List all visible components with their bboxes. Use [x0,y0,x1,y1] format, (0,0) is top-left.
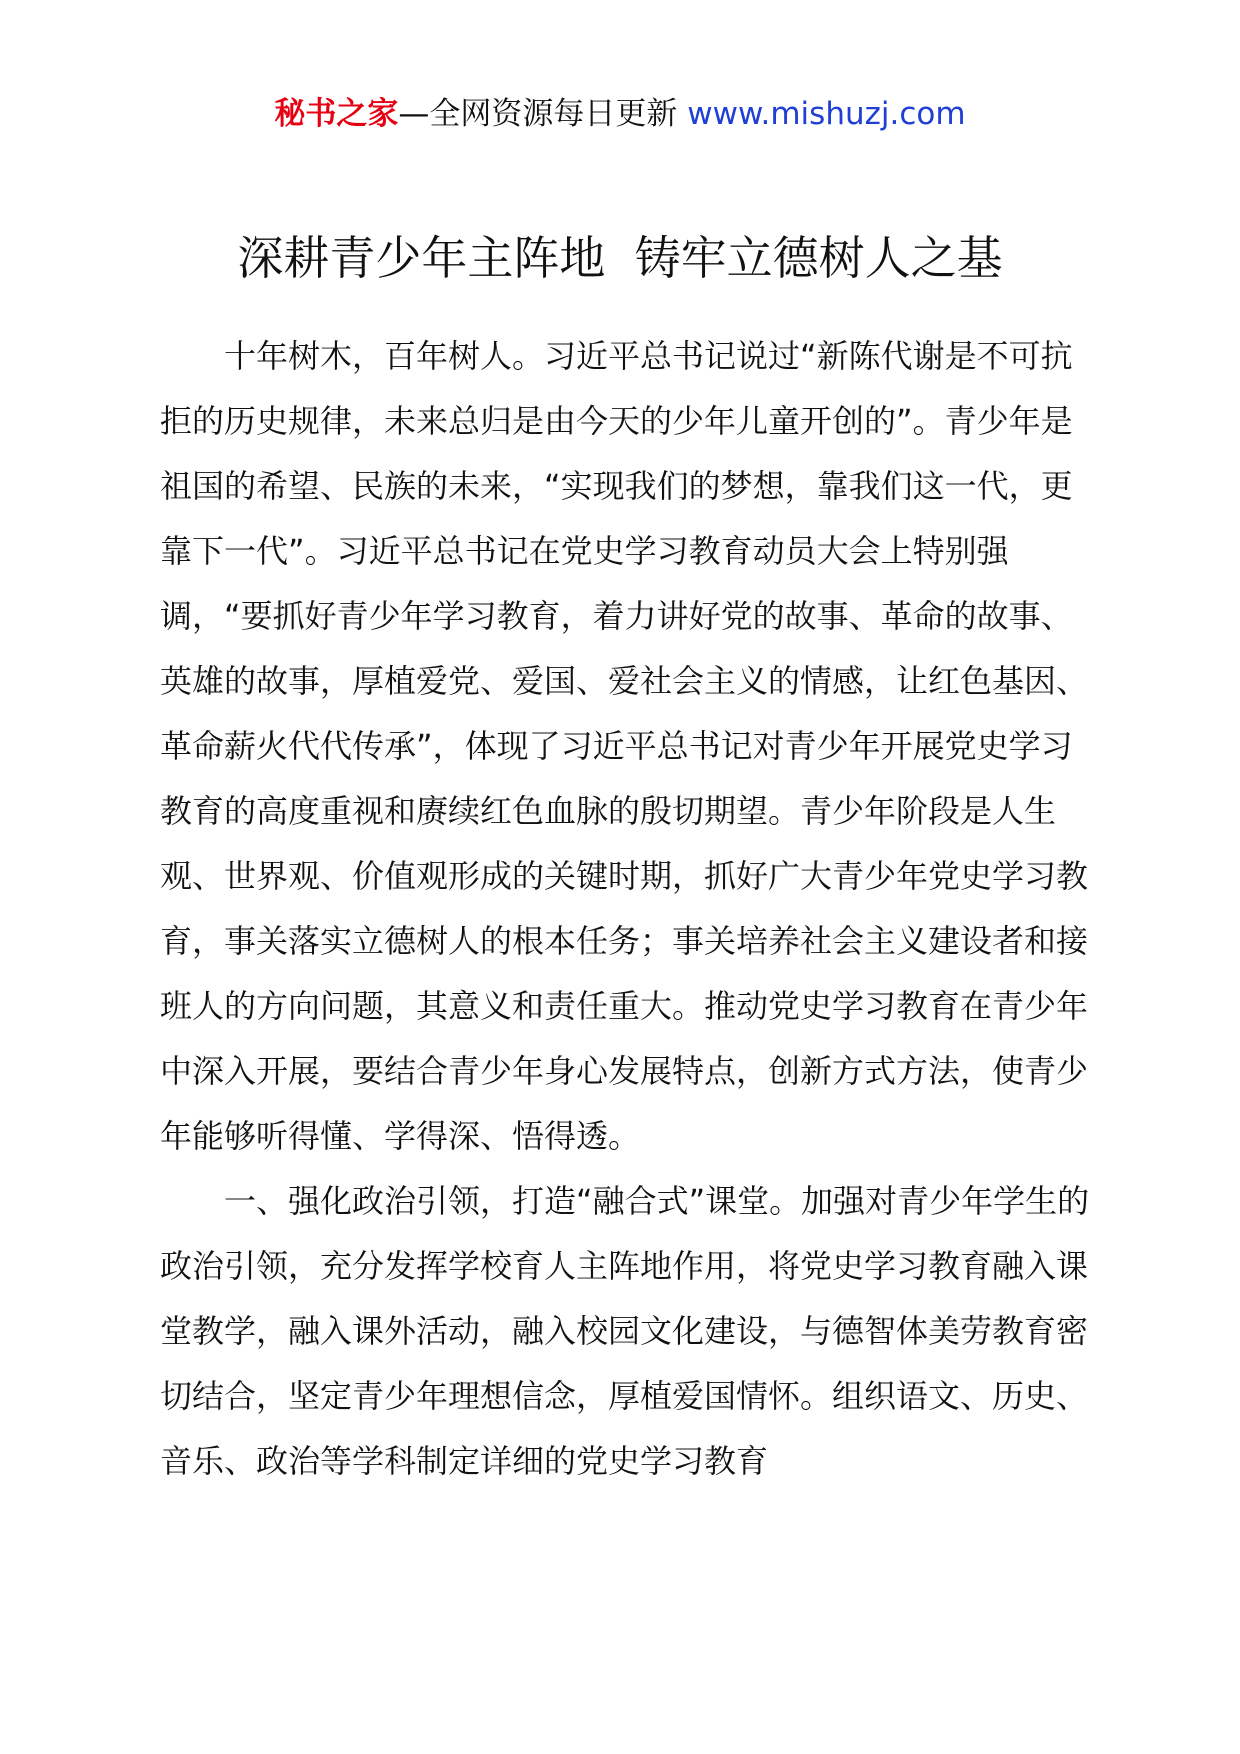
document-title: 深耕青少年主阵地 铸牢立德树人之基 [237,231,1003,285]
paragraph-intro: 十年树木，百年树人。习近平总书记说过“新陈代谢是不可抗拒的历史规律，未来总归是由今天的少年儿童开创的”。青少年是祖国的希望、民族的未来，“实现我们的梦想，靠我们这一代，更靠下一代”。习近平总书记在党史学习教育动员大会上特别强调，“要抓好青少年学习教育，着力讲好党的故事、革命的故事、英雄的故事，厚植爱党、爱国、爱社会主义的情感，让红色基因、革命薪火代代传承”，体现了习近平总书记对青少年开展党史学习教育的高度重视和赓续红色血脉的殷切期望。青少年阶段是人生观、世界观、价值观形成的关键时期，抓好广大青少年党史学习教育，事关落实立德树人的根本任务；事关培养社会主义建设者和接班人的方向问题，其意义和责任重大。推动党史学习教育在青少年中深入开展，要结合青少年身心发展特点，创新方式方法，使青少年能够听得懂、学得深、悟得透。 [160,337,1089,1155]
site-header [0,92,1240,136]
paragraph-section-one: 一、强化政治引领，打造“融合式”课堂。加强对青少年学生的政治引领，充分发挥学校育人主阵地作用，将党史学习教育融入课堂教学，融入课外活动，融入校园文化建设，与德智体美劳教育密切结合，坚定青少年理想信念，厚植爱国情怀。组织语文、历史、音乐、政治等学科制定详细的党史学习教育 [160,1182,1090,1480]
site-url-link[interactable]: www.mishuzj.com [687,96,966,132]
header-tagline: —全网资源每日更新 [398,96,688,132]
brand-name: 秘书之家 [274,96,399,132]
document-body [160,324,1090,1494]
